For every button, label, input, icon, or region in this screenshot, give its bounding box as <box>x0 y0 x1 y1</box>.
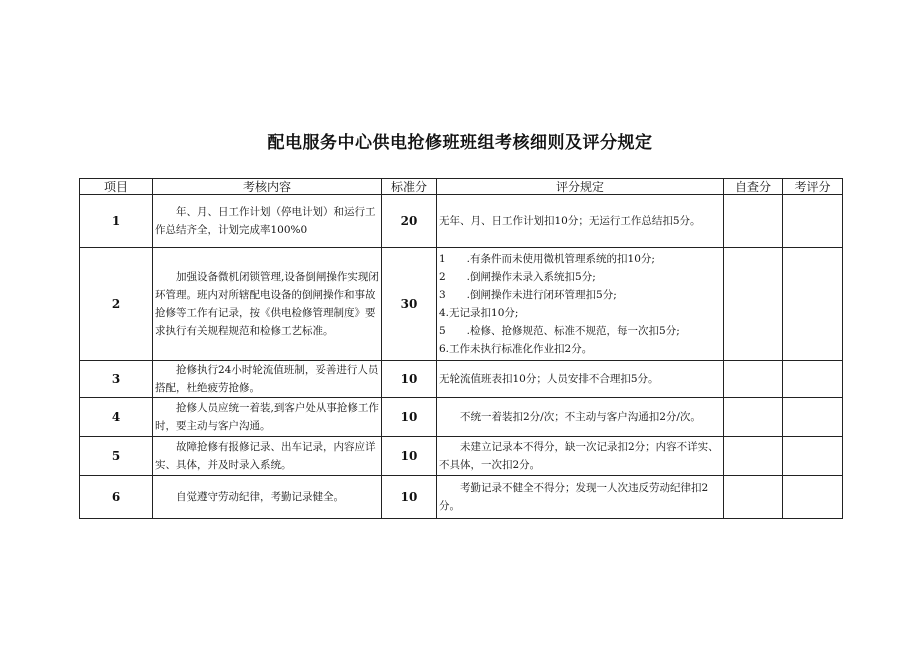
row-content: 加强设备微机闭锁管理,设备倒闸操作实现闭环管理。班内对所辖配电设备的倒闸操作和事故抢修等工作有记录，按《供电检修管理制度》要求执行有关规程规范和检修工艺标准。 <box>153 248 382 361</box>
rule-line: 无年、月、日工作计划扣10分；无运行工作总结扣5分。 <box>439 215 701 227</box>
row-number: 2 <box>80 248 153 361</box>
header-rules: 评分规定 <box>437 179 724 195</box>
review-cell[interactable] <box>783 361 843 398</box>
page-title: 配电服务中心供电抢修班班组考核细则及评分规定 <box>267 133 653 153</box>
header-content: 考核内容 <box>153 179 382 195</box>
review-cell[interactable] <box>783 398 843 437</box>
table-row <box>80 361 843 398</box>
row-number: 3 <box>80 361 153 398</box>
self-check-cell[interactable] <box>724 437 783 476</box>
row-rules <box>437 361 724 398</box>
row-standard-score: 10 <box>382 398 437 437</box>
row-content: 自觉遵守劳动纪律，考勤记录健全。 <box>153 476 382 519</box>
rule-line: 4.无记录扣10分; <box>439 307 519 319</box>
rule-line: 6.工作未执行标准化作业扣2分。 <box>439 343 593 355</box>
self-check-cell[interactable] <box>724 248 783 361</box>
self-check-cell[interactable] <box>724 195 783 248</box>
table-row <box>80 195 843 248</box>
row-content: 抢修人员应统一着装,到客户处从事抢修工作时，要主动与客户沟通。 <box>153 398 382 437</box>
rule-line: 考勤记录不健全不得分；发现一人次违反劳动纪律扣2分。 <box>439 482 709 512</box>
row-standard-score: 10 <box>382 361 437 398</box>
row-number: 6 <box>80 476 153 519</box>
review-cell[interactable] <box>783 248 843 361</box>
self-check-cell[interactable] <box>724 361 783 398</box>
rule-line: 未建立记录本不得分，缺一次记录扣2分；内容不详实、不具体，一次扣2分。 <box>439 441 719 471</box>
row-number: 4 <box>80 398 153 437</box>
rule-line: 无轮流值班表扣10分；人员安排不合理扣5分。 <box>439 373 659 385</box>
header-self-check: 自查分 <box>724 179 783 195</box>
table-row <box>80 248 843 361</box>
row-standard-score: 20 <box>382 195 437 248</box>
header-standard: 标准分 <box>382 179 437 195</box>
row-number: 5 <box>80 437 153 476</box>
row-number: 1 <box>80 195 153 248</box>
row-standard-score: 10 <box>382 476 437 519</box>
row-content: 故障抢修有报修记录、出车记录，内容应详实、具体，并及时录入系统。 <box>153 437 382 476</box>
row-rules <box>437 476 724 519</box>
row-rules <box>437 248 724 361</box>
row-rules <box>437 195 724 248</box>
row-standard-score: 30 <box>382 248 437 361</box>
table-row <box>80 476 843 519</box>
row-content: 年、月、日工作计划（停电计划）和运行工作总结齐全，计划完成率100%0 <box>153 195 382 248</box>
rule-line: 3 .倒闸操作未进行闭环管理扣5分; <box>439 289 617 301</box>
review-cell[interactable] <box>783 437 843 476</box>
header-review: 考评分 <box>783 179 843 195</box>
header-item: 项目 <box>80 179 153 195</box>
table-row <box>80 437 843 476</box>
rule-line: 5 .检修、抢修规范、标准不规范，每一次扣5分; <box>439 325 680 337</box>
self-check-cell[interactable] <box>724 476 783 519</box>
table-row <box>80 398 843 437</box>
self-check-cell[interactable] <box>724 398 783 437</box>
row-content: 抢修执行24小时轮流值班制，妥善进行人员搭配，杜绝疲劳抢修。 <box>153 361 382 398</box>
rule-line: 不统一着装扣2分/次；不主动与客户沟通扣2分/次。 <box>439 411 701 423</box>
review-cell[interactable] <box>783 476 843 519</box>
table-header-row <box>80 179 843 195</box>
row-rules <box>437 398 724 437</box>
row-standard-score: 10 <box>382 437 437 476</box>
review-cell[interactable] <box>783 195 843 248</box>
rule-line: 2 .倒闸操作未录入系统扣5分; <box>439 271 596 283</box>
row-rules <box>437 437 724 476</box>
rule-line: 1 .有条件而未使用微机管理系统的扣10分; <box>439 253 655 265</box>
assessment-table <box>79 178 843 519</box>
